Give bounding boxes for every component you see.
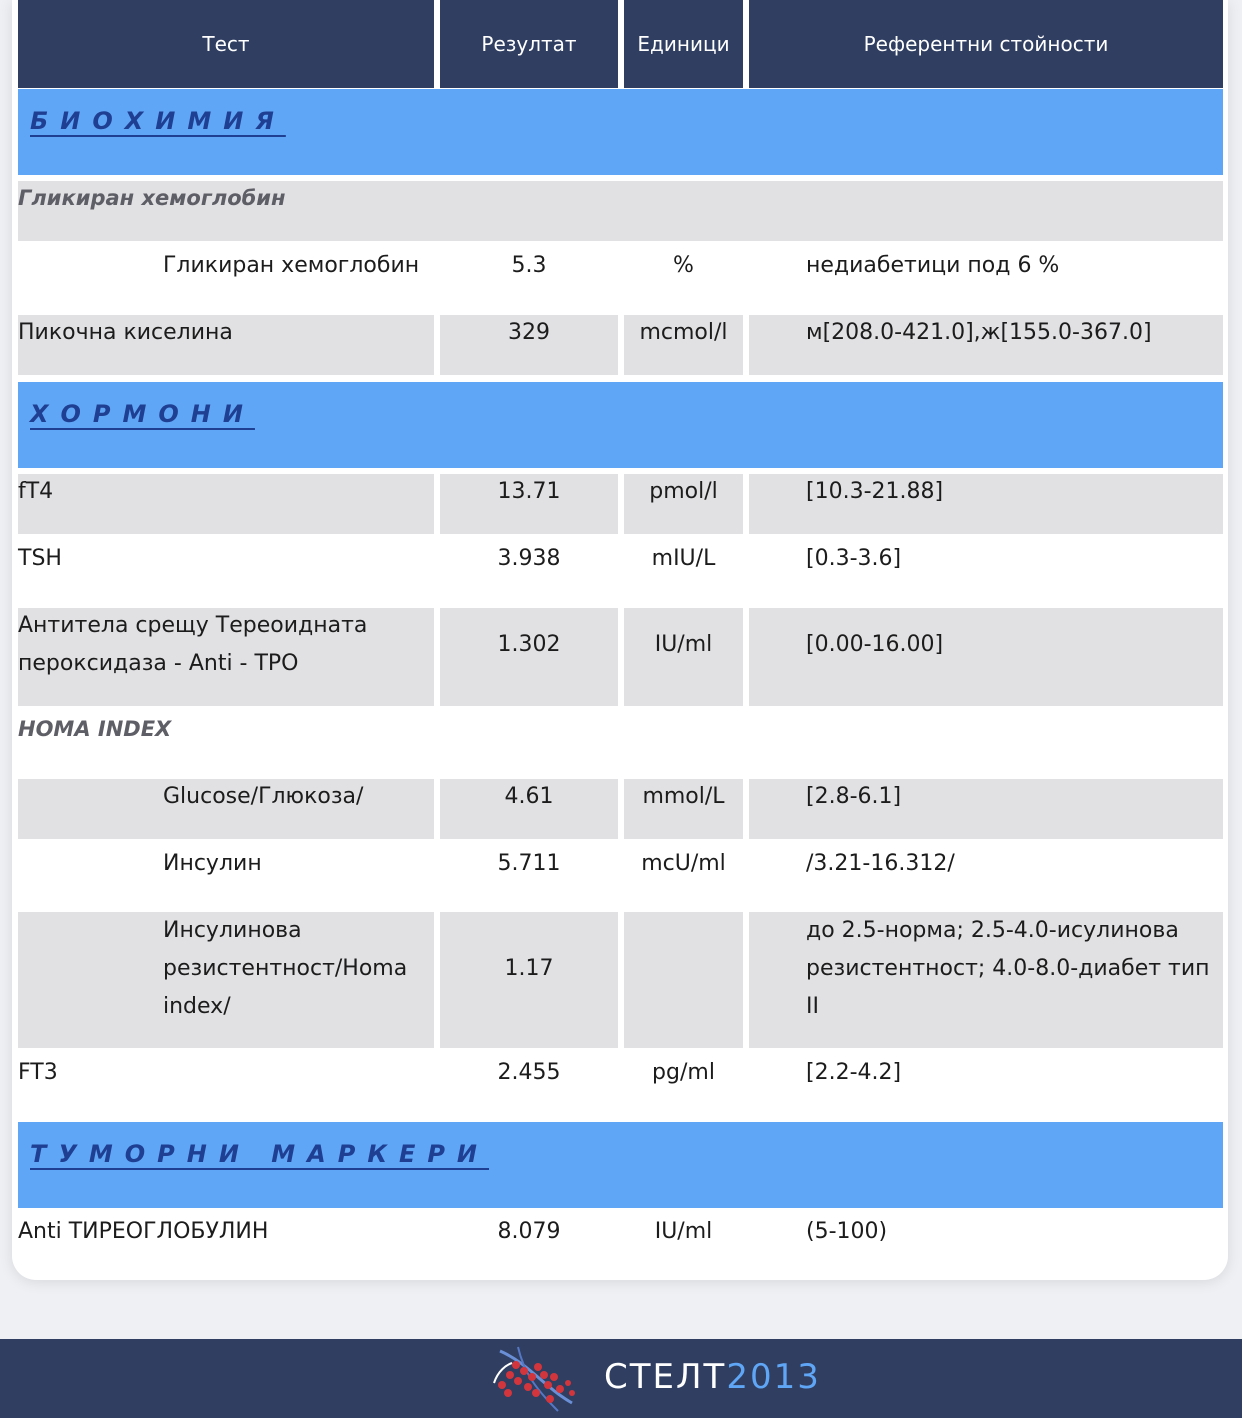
row-ft3-result: 2.455	[497, 1060, 561, 1085]
row-tsh-units: mIU/L	[651, 546, 716, 571]
row-anti-tg-units: IU/ml	[654, 1219, 713, 1244]
row-ft3-units: pg/ml	[652, 1060, 715, 1085]
row-glucose-units: mmol/L	[642, 784, 725, 809]
row-ft3-reference: [2.2-4.2]	[806, 1060, 902, 1085]
section-hormones: ХОРМОНИ	[18, 382, 1223, 468]
row-tpo-units: IU/ml	[654, 632, 713, 657]
brand-logo: СТЕЛТ 2013	[604, 1357, 821, 1397]
row-ft4-reference: [10.3-21.88]	[806, 479, 944, 504]
row-insulin-result: 5.711	[497, 851, 561, 876]
row-uric-test: Пикочна киселина	[18, 320, 233, 345]
row-ft4-result: 13.71	[497, 479, 561, 504]
row-tsh-test: TSH	[18, 546, 62, 571]
row-tpo-reference: [0.00-16.00]	[806, 632, 944, 657]
section-tumor-markers: ТУМОРНИ МАРКЕРИ	[18, 1122, 1223, 1208]
row-insulin-reference: /3.21-16.312/	[806, 851, 955, 876]
row-homa-test: Инсулинова резистентност/Homa index/	[163, 918, 408, 1019]
row-glucose-test: Glucose/Глюкоза/	[163, 784, 364, 809]
subhead-glycated: Гликиран хемоглобин	[18, 186, 286, 210]
row-ft4-units: pmol/l	[649, 479, 718, 504]
row-hba1c-units: %	[673, 253, 694, 278]
header-reference: Референтни стойности	[749, 0, 1223, 88]
row-uric-units: mcmol/l	[639, 320, 728, 345]
footer	[0, 1339, 1242, 1418]
row-uric-result: 329	[508, 320, 550, 345]
dna-logo-icon	[488, 1343, 584, 1415]
header-test: Тест	[18, 0, 434, 88]
header-result: Резултат	[440, 0, 618, 88]
row-homa-result: 1.17	[504, 956, 554, 981]
row-hba1c-test: Гликиран хемоглобин	[163, 253, 420, 278]
row-insulin-test: Инсулин	[163, 851, 262, 876]
row-glucose-reference: [2.8-6.1]	[806, 784, 902, 809]
row-tsh-result: 3.938	[497, 546, 561, 571]
header-units: Единици	[624, 0, 743, 88]
row-tsh-reference: [0.3-3.6]	[806, 546, 902, 571]
section-biochemistry: БИОХИМИЯ	[18, 89, 1223, 175]
row-hba1c-reference: недиабетици под 6 %	[806, 253, 1060, 278]
row-homa-reference: до 2.5-норма; 2.5-4.0-исулинова резистентност; 4.0-8.0-диабет тип II	[806, 918, 1210, 1019]
row-insulin-units: mcU/ml	[641, 851, 726, 876]
row-anti-tg-result: 8.079	[497, 1219, 561, 1244]
row-anti-tg-test: Anti ТИРЕОГЛОБУЛИН	[18, 1219, 269, 1244]
row-anti-tg-reference: (5-100)	[806, 1219, 888, 1244]
row-homa-units	[624, 950, 743, 988]
row-ft4-test: fT4	[18, 479, 54, 504]
row-ft3-test: FT3	[18, 1060, 58, 1085]
subhead-homa: HOMA INDEX	[18, 717, 172, 741]
row-tpo-test: Антитела срещу Тереоидната пероксидаза - Anti - TPO	[18, 613, 368, 676]
row-uric-reference: м[208.0-421.0],ж[155.0-367.0]	[806, 320, 1152, 345]
row-hba1c-result: 5.3	[511, 253, 547, 278]
row-tpo-result: 1.302	[497, 632, 561, 657]
row-glucose-result: 4.61	[504, 784, 554, 809]
